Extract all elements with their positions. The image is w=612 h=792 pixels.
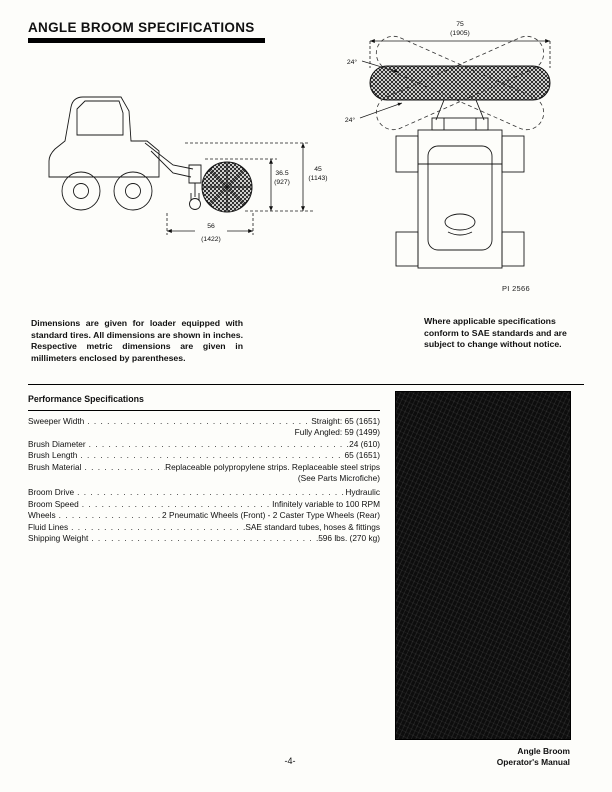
spec-value: 65 (1651) (344, 450, 380, 461)
dot-leader (84, 416, 311, 427)
dot-leader (77, 450, 344, 461)
spec-row-brush-material-note (28, 473, 380, 484)
spec-value: Infinitely variable to 100 RPM (272, 498, 380, 509)
top-dimensions (370, 41, 550, 68)
spec-value: Replaceable polypropylene strips. Replaceable steel strips (165, 461, 380, 472)
spec-row-wheels (28, 510, 380, 521)
dim-height1-mm: (927) (274, 179, 290, 186)
dimensions-note: Dimensions are given for loader equipped with standard tires. All dimensions are shown in inches. Respective metric dimensions are given in millimeters enclosed by parentheses. (31, 318, 243, 363)
page-title: ANGLE BROOM SPECIFICATIONS (28, 20, 255, 35)
loader-side-view-drawing (35, 85, 335, 250)
spec-row-broom-speed (28, 499, 380, 510)
spec-label: Sweeper Width (28, 416, 85, 426)
spec-label: Brush Diameter (28, 438, 86, 449)
loader-top-view (396, 130, 524, 268)
dot-leader (56, 510, 162, 521)
spec-value: (See Parts Microfiche) (297, 473, 380, 484)
spec-label: Shipping Weight (28, 533, 89, 544)
figure-code: PI 2566 (502, 284, 530, 293)
divider-rule-mid (28, 410, 380, 411)
spec-label: Broom Speed (28, 498, 79, 509)
spec-row-fluid-lines (28, 522, 380, 533)
broom-mount (432, 100, 488, 130)
angle-lower-label: 24° (344, 117, 356, 124)
specs-heading: Performance Specifications (28, 394, 144, 404)
spec-label: Brush Length (28, 450, 78, 461)
dim-width-mm: (1905) (450, 30, 470, 37)
dot-leader (68, 522, 245, 533)
spec-label: Broom Drive (28, 487, 75, 498)
dim-height2-in: 45 (314, 166, 322, 173)
spec-row-sweeper-width (28, 416, 380, 427)
spec-row-brush-length (28, 450, 380, 461)
sae-note: Where applicable specifications conform to SAE standards and are subject to change without notice. (424, 316, 567, 350)
dim-height1-in: 36.5 (275, 170, 289, 177)
angle-broom-photo (395, 391, 571, 740)
loader-body (49, 97, 159, 210)
broom-arm (145, 143, 201, 210)
spec-value: Hydraulic (345, 487, 380, 498)
dot-leader (79, 499, 272, 510)
caption-line-2: Operator's Manual (496, 756, 570, 767)
spec-label: Fluid Lines (28, 521, 69, 532)
broom-top-view-drawing (338, 16, 578, 284)
top-view-figure (338, 16, 578, 284)
dim-length-mm: (1422) (201, 236, 221, 243)
spec-value: Fully Angled: 59 (1499) (294, 427, 380, 438)
spec-label: Wheels (28, 510, 56, 521)
caption-line-1: Angle Broom (517, 746, 570, 756)
dot-leader (74, 487, 345, 498)
page-number: -4- (284, 756, 296, 766)
dim-width-in: 75 (456, 21, 464, 28)
dot-leader (86, 439, 349, 450)
side-view-figure (35, 85, 335, 250)
brush-wheel (202, 162, 252, 212)
spec-row-shipping-weight (28, 533, 380, 544)
specs-list (28, 416, 380, 544)
dot-leader (88, 533, 318, 544)
spec-value: 2 Pneumatic Wheels (Front) - 2 Caster Type Wheels (Rear) (162, 510, 380, 521)
broom-straight-position (370, 66, 550, 100)
angle-upper-label: 24° (346, 59, 358, 66)
spec-row-brush-diameter (28, 439, 380, 450)
dim-height2-mm: (1143) (308, 175, 328, 182)
title-underline (28, 38, 265, 43)
spec-row-brush-material (28, 462, 380, 473)
spec-row-sweeper-width-angled (28, 427, 380, 438)
divider-rule-top (28, 384, 584, 385)
spec-value: Straight: 65 (1651) (311, 416, 380, 426)
dim-length-in: 56 (207, 223, 215, 230)
spec-value: 596 lbs. (270 kg) (318, 533, 380, 544)
spec-value: SAE standard tubes, hoses & fittings (245, 521, 380, 532)
spec-row-broom-drive (28, 487, 380, 498)
spec-value: 24 (610) (349, 438, 380, 449)
dot-leader (82, 462, 166, 473)
spec-label: Brush Material (28, 461, 82, 472)
